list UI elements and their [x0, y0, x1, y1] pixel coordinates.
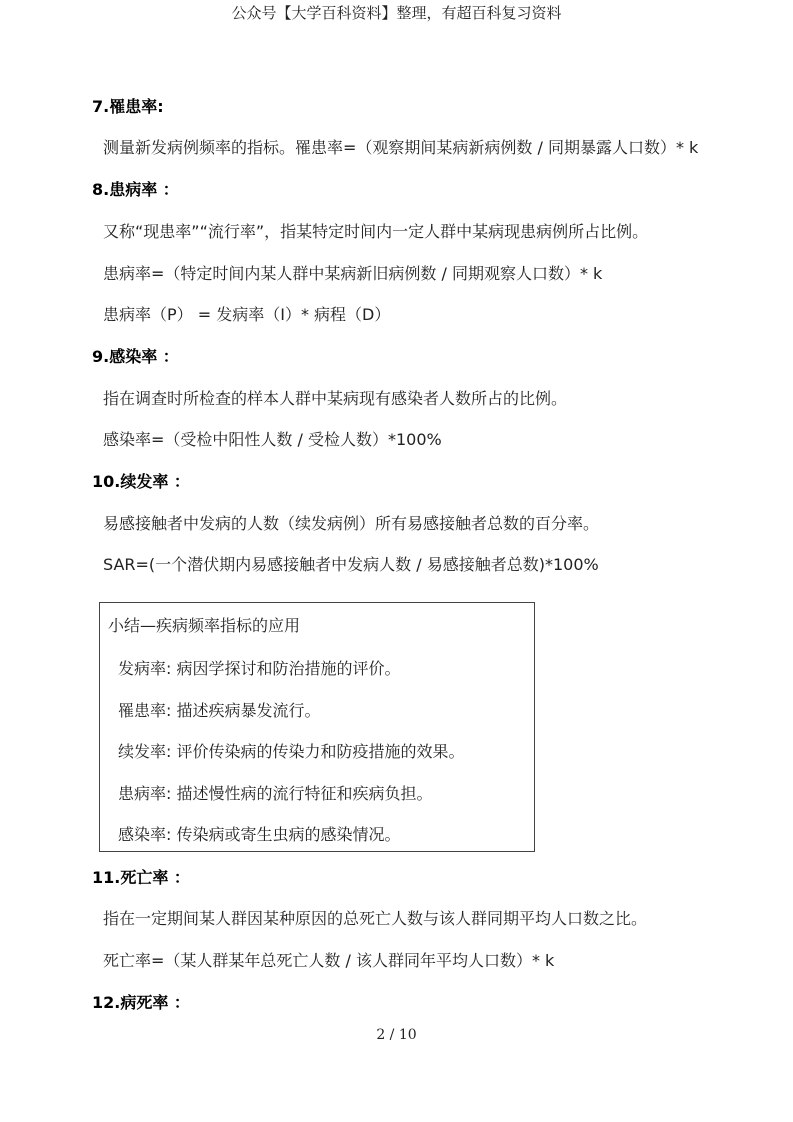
- mortality-rate-formula: 死亡率=（某人群某年总死亡人数 / 该人群同年平均人口数）* k: [103, 951, 555, 970]
- summary-item-prevalence: 患病率: 描述慢性病的流行特征和疾病负担。: [118, 784, 433, 803]
- page-number: 2 / 10: [376, 1027, 417, 1043]
- heading-secondary-attack-rate: 10.续发率 ：: [92, 472, 190, 491]
- summary-box: [99, 602, 535, 852]
- summary-item-infection-rate: 感染率: 传染病或寄生虫病的感染情况。: [118, 825, 401, 844]
- heading-mortality-rate: 11.死亡率 ：: [92, 868, 190, 887]
- summary-title: 小结—疾病频率指标的应用: [108, 616, 301, 635]
- infection-rate-formula: 感染率=（受检中阳性人数 / 受检人数）*100%: [103, 430, 442, 449]
- summary-item-attack-rate: 罹患率: 描述疾病暴发流行。: [118, 701, 321, 720]
- prevalence-definition: 又称“现患率”“流行率”，指某特定时间内一定人群中某病现患病例所占比例。: [103, 222, 649, 241]
- summary-item-incidence: 发病率: 病因学探讨和防治措施的评价。: [118, 659, 401, 678]
- attack-rate-definition: 测量新发病例频率的指标。罹患率=（观察期间某病新病例数 / 同期暴露人口数）* k: [103, 138, 699, 157]
- page-header: 公众号【大学百科资料】整理，有超百科复习资料: [231, 4, 562, 22]
- secondary-attack-rate-formula: SAR=(一个潜伏期内易感接触者中发病人数 / 易感接触者总数)*100%: [103, 555, 599, 574]
- prevalence-relation: 患病率（P） = 发病率（I）* 病程（D）: [103, 305, 391, 324]
- secondary-attack-rate-definition: 易感接触者中发病的人数（续发病例）所有易感接触者总数的百分率。: [103, 514, 600, 533]
- heading-prevalence: 8.患病率 ：: [92, 180, 179, 199]
- heading-case-fatality-rate: 12.病死率 ：: [92, 993, 190, 1012]
- prevalence-formula: 患病率=（特定时间内某人群中某病新旧病例数 / 同期观察人口数）* k: [103, 264, 603, 283]
- infection-rate-definition: 指在调查时所检查的样本人群中某病现有感染者人数所占的比例。: [103, 389, 568, 408]
- heading-attack-rate: 7.罹患率:: [92, 97, 164, 116]
- summary-item-secondary-rate: 续发率: 评价传染病的传染力和防疫措施的效果。: [118, 742, 465, 761]
- mortality-rate-definition: 指在一定期间某人群因某种原因的总死亡人数与该人群同期平均人口数之比。: [103, 909, 648, 928]
- heading-infection-rate: 9.感染率 ：: [92, 347, 179, 366]
